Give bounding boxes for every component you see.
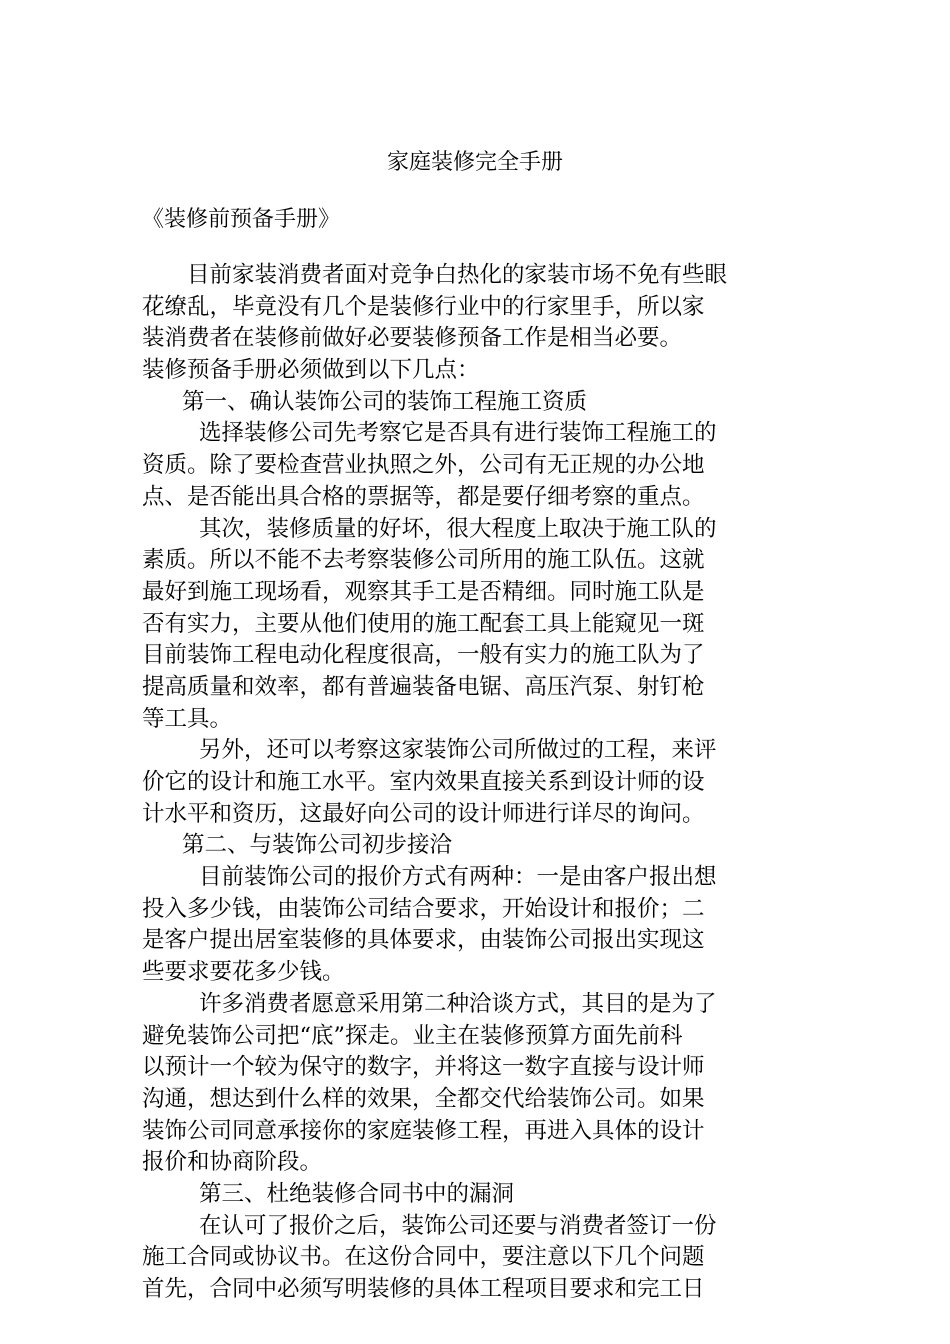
paragraph-line: 施工合同或协议书。在这份合同中，要注意以下几个问题	[142, 1244, 705, 1271]
paragraph-line: 资质。除了要检查营业执照之外，公司有无正规的办公地	[142, 452, 705, 479]
paragraph-line: 提高质量和效率，都有普遍装备电锯、高压汽泵、射钉枪	[142, 673, 705, 700]
paragraph-line: 以预计一个较为保守的数字，并将这一数字直接与设计师	[142, 1054, 705, 1081]
paragraph-line: 目前家装消费者面对竞争白热化的家装市场不免有些眼	[187, 262, 728, 288]
paragraph-line: 报价和协商阶段。	[142, 1149, 323, 1176]
paragraph-line: 计水平和资历，这最好向公司的设计师进行详尽的询问。	[142, 800, 705, 827]
paragraph-line: 些要求要花多少钱。	[142, 959, 345, 986]
paragraph-line: 目前装饰公司的报价方式有两种：一是由客户报出想	[199, 864, 717, 891]
section-heading: 第一、确认装饰公司的装饰工程施工资质	[182, 388, 588, 415]
document-title: 家庭装修完全手册	[386, 150, 563, 175]
paragraph-line: 装修预备手册必须做到以下几点：	[142, 357, 480, 384]
paragraph-line: 点、是否能出具合格的票据等，都是要仔细考察的重点。	[142, 483, 705, 510]
paragraph-line: 避免装饰公司把“底”探走。业主在装修预算方面先前科	[142, 1022, 683, 1049]
paragraph-line: 是客户提出居室装修的具体要求，由装饰公司报出实现这	[142, 927, 705, 954]
paragraph-line: 装消费者在装修前做好必要装修预备工作是相当必要。	[142, 325, 683, 352]
paragraph-line: 目前装饰工程电动化程度很高，一般有实力的施工队为了	[142, 642, 705, 669]
paragraph-line: 素质。所以不能不去考察装修公司所用的施工队伍。这就	[142, 547, 705, 574]
paragraph-line: 否有实力，主要从他们使用的施工配套工具上能窥见一斑	[142, 610, 705, 637]
section-heading: 第三、杜绝装修合同书中的漏洞	[199, 1180, 515, 1207]
section-heading: 第二、与装饰公司初步接洽	[182, 832, 453, 859]
paragraph-line: 沟通，想达到什么样的效果，全都交代给装饰公司。如果	[142, 1085, 705, 1112]
paragraph-line: 价它的设计和施工水平。室内效果直接关系到设计师的设	[142, 769, 705, 795]
paragraph-line: 最好到施工现场看，观察其手工是否精细。同时施工队是	[142, 578, 705, 605]
paragraph-line: 投入多少钱，由装饰公司结合要求，开始设计和报价；二	[142, 895, 705, 922]
paragraph-line: 等工具。	[142, 705, 233, 732]
paragraph-line: 选择装修公司先考察它是否具有进行装饰工程施工的	[199, 420, 717, 447]
paragraph-line: 另外，还可以考察这家装饰公司所做过的工程，来评	[199, 737, 717, 764]
paragraph-line: 在认可了报价之后，装饰公司还要与消费者签订一份	[199, 1212, 717, 1239]
paragraph-line: 花缭乱，毕竟没有几个是装修行业中的行家里手，所以家	[142, 293, 705, 320]
paragraph-line: 其次，装修质量的好坏，很大程度上取决于施工队的	[199, 515, 717, 542]
document-body	[142, 260, 810, 1306]
paragraph-line: 许多消费者愿意采用第二种洽谈方式，其目的是为了	[199, 990, 717, 1017]
document-subtitle: 《装修前预备手册》	[142, 207, 341, 232]
paragraph-line: 首先，合同中必须写明装修的具体工程项目要求和完工日	[142, 1276, 705, 1302]
paragraph-line: 装饰公司同意承接你的家庭装修工程，再进入具体的设计	[142, 1117, 705, 1144]
